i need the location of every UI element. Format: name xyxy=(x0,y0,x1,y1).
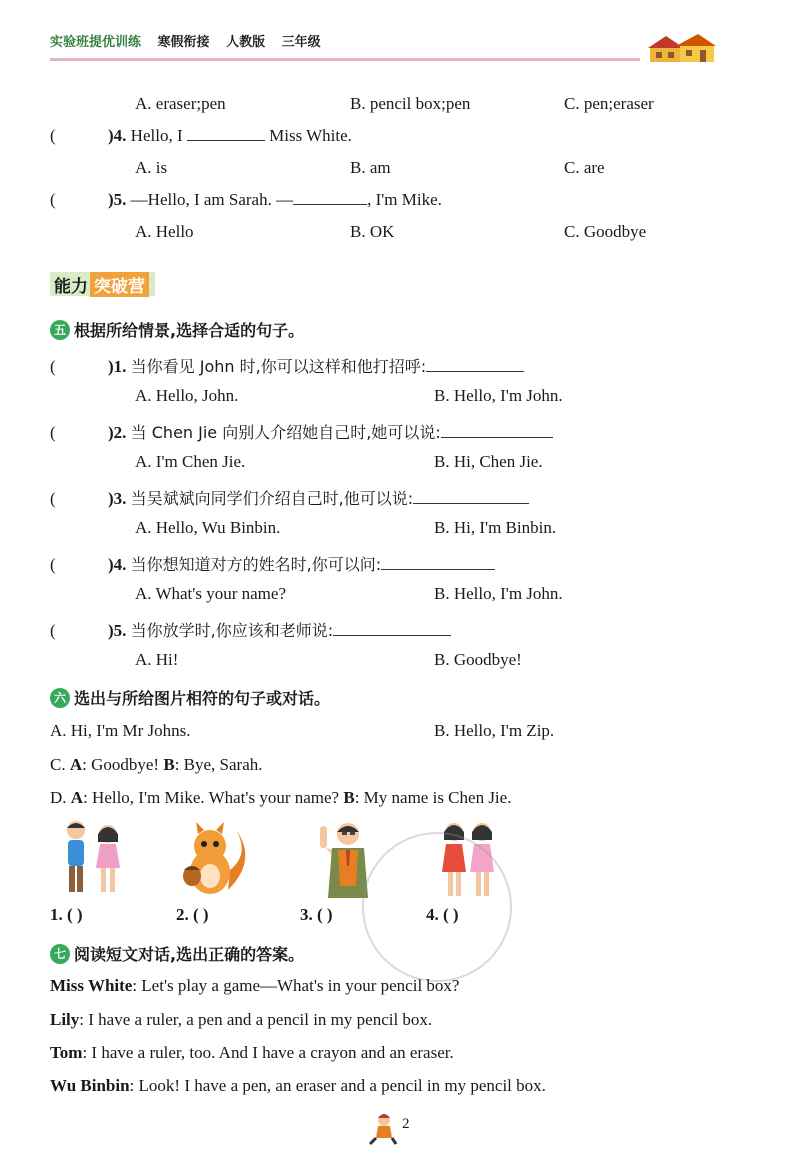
section-marker: 五 xyxy=(50,320,70,340)
page-number: 2 xyxy=(402,1116,410,1132)
fill-blank[interactable] xyxy=(381,556,495,570)
q3-option-c: C. pen;eraser xyxy=(564,94,654,113)
answer-paren[interactable]: ( xyxy=(50,621,56,640)
header-brand: 实验班提优训练 xyxy=(50,35,142,50)
answer-paren[interactable]: ( xyxy=(50,555,56,574)
q4-option-b: B. am xyxy=(350,158,391,177)
s5-q3-option-b: B. Hi, I'm Binbin. xyxy=(434,518,557,537)
dialogue-line: Tom: I have a ruler, too. And I have a crayon and an eraser. xyxy=(50,1043,454,1062)
s5-question-5: ( )5. 当你放学时,你应该和老师说: xyxy=(50,618,451,641)
dialogue-line: Miss White: Let's play a game—What's in your pencil box? xyxy=(50,976,460,995)
section-5-title: 五 根据所给情景,选择合适的句子。 xyxy=(50,318,304,341)
picture-answer-1[interactable]: 1. ( ) xyxy=(50,905,83,924)
fill-blank[interactable] xyxy=(333,622,451,636)
header-title xyxy=(50,31,333,50)
s5-question-3: ( )3. 当吴斌斌向同学们介绍自己时,他可以说: xyxy=(50,486,529,509)
s5-q5-option-a: A. Hi! xyxy=(135,650,179,669)
picture-two-children-icon xyxy=(56,818,132,905)
fill-blank[interactable] xyxy=(426,358,524,372)
s6-option-c: C. A: Goodbye! B: Bye, Sarah. xyxy=(50,755,263,774)
question-5: ( )5. —Hello, I am Sarah. — , I'm Mike. xyxy=(50,190,442,209)
fill-blank[interactable] xyxy=(413,490,529,504)
section-marker: 七 xyxy=(50,944,70,964)
answer-paren[interactable]: ( xyxy=(50,489,56,508)
section-marker: 六 xyxy=(50,688,70,708)
picture-squirrel-icon xyxy=(178,820,256,905)
section-6-title: 六 选出与所给图片相符的句子或对话。 xyxy=(50,686,330,709)
dialogue-line: Lily: I have a ruler, a pen and a pencil in my pencil box. xyxy=(50,1010,433,1029)
s5-q4-option-a: A. What's your name? xyxy=(135,584,286,603)
q3-option-a: A. eraser;pen xyxy=(135,94,226,113)
q5-option-b: B. OK xyxy=(350,222,395,241)
answer-paren[interactable]: ( xyxy=(50,357,56,376)
q4-option-a: A. is xyxy=(135,158,168,177)
s5-q5-option-b: B. Goodbye! xyxy=(434,650,522,669)
picture-answer-2[interactable]: 2. ( ) xyxy=(176,905,209,924)
header-divider xyxy=(50,58,640,61)
dialogue-line: Wu Binbin: Look! I have a pen, an eraser and a pencil in my pencil box. xyxy=(50,1076,546,1095)
header-edition: 人教版 xyxy=(226,35,266,50)
watermark-stamp xyxy=(362,832,512,982)
answer-paren[interactable]: ( xyxy=(50,423,56,442)
fill-blank[interactable] xyxy=(187,127,265,141)
picture-answer-3[interactable]: 3. ( ) xyxy=(300,905,333,924)
s5-q4-option-b: B. Hello, I'm John. xyxy=(434,584,563,603)
section-7-title: 七 阅读短文对话,选出正确的答案。 xyxy=(50,942,304,965)
s5-q3-option-a: A. Hello, Wu Binbin. xyxy=(135,518,281,537)
q4-option-c: C. are xyxy=(564,158,605,177)
picture-answer-4[interactable]: 4. ( ) xyxy=(426,905,459,924)
s5-q1-option-b: B. Hello, I'm John. xyxy=(434,386,563,405)
s5-question-1: ( )1. 当你看见 John 时,你可以这样和他打招呼: xyxy=(50,354,524,377)
s5-q1-option-a: A. Hello, John. xyxy=(135,386,239,405)
s6-option-b: B. Hello, I'm Zip. xyxy=(434,721,555,740)
s5-question-4: ( )4. 当你想知道对方的姓名时,你可以问: xyxy=(50,552,495,575)
s5-q2-option-a: A. I'm Chen Jie. xyxy=(135,452,246,471)
answer-paren[interactable]: ( xyxy=(50,126,56,145)
q5-option-a: A. Hello xyxy=(135,222,194,241)
s6-option-a: A. Hi, I'm Mr Johns. xyxy=(50,721,191,740)
house-icon xyxy=(646,32,718,69)
header-grade: 三年级 xyxy=(281,35,321,50)
header-series: 寒假衔接 xyxy=(157,35,210,50)
s5-question-2: ( )2. 当 Chen Jie 向别人介绍她自己时,她可以说: xyxy=(50,420,553,443)
q3-option-b: B. pencil box;pen xyxy=(350,94,471,113)
section-badge: 能力 突破营 xyxy=(50,272,155,296)
fill-blank[interactable] xyxy=(441,424,553,438)
question-4: ( )4. Hello, I Miss White. xyxy=(50,126,352,145)
q5-option-c: C. Goodbye xyxy=(564,222,647,241)
fill-blank[interactable] xyxy=(293,191,367,205)
footer-mascot-icon xyxy=(366,1112,400,1151)
answer-paren[interactable]: ( xyxy=(50,190,56,209)
s5-q2-option-b: B. Hi, Chen Jie. xyxy=(434,452,543,471)
s6-option-d: D. A: Hello, I'm Mike. What's your name? B: My name is Chen Jie. xyxy=(50,788,512,807)
